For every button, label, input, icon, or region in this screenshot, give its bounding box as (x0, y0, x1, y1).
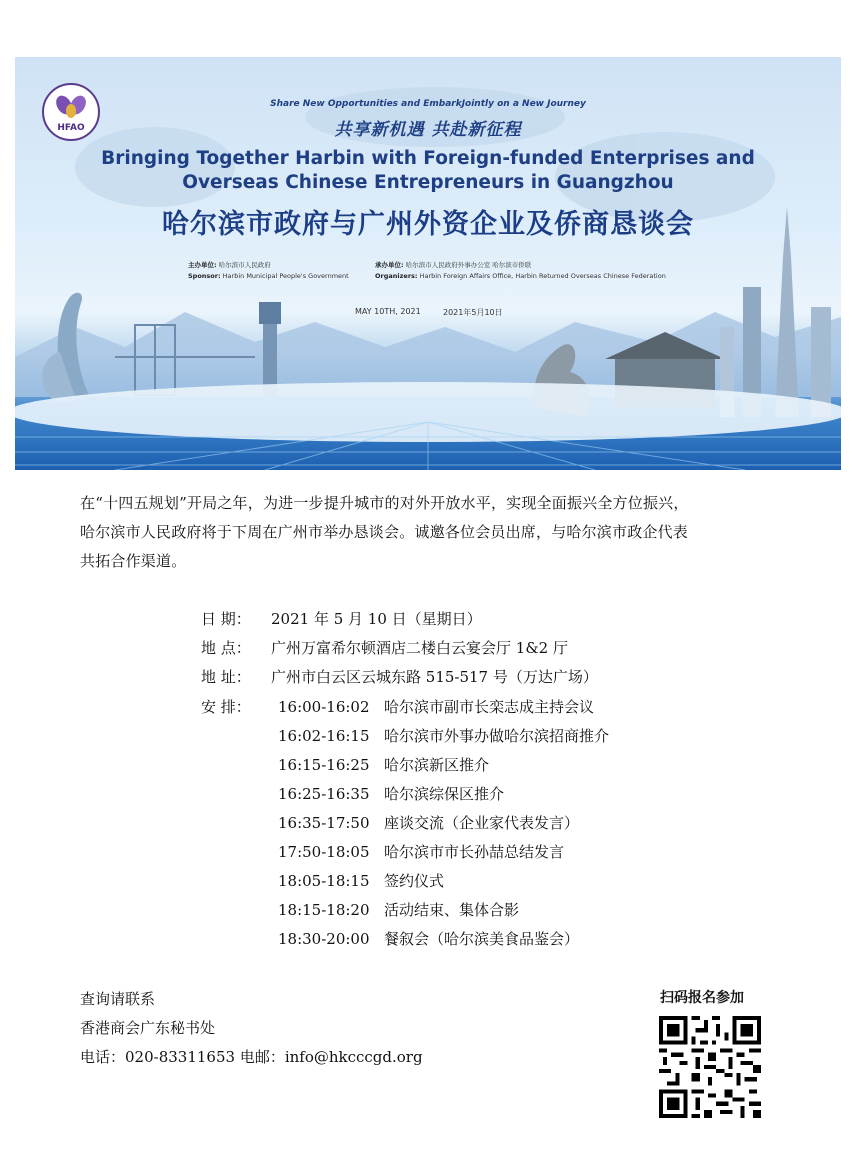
schedule-time: 16:02-16:15 (278, 727, 370, 745)
qr-label: 扫码报名参加 (660, 990, 744, 1006)
sponsor-cn-label: 主办单位: (188, 261, 217, 269)
sponsor-en: Harbin Municipal People's Government (222, 272, 349, 280)
schedule-item: 哈尔滨新区推介 (384, 756, 490, 774)
date-value: 2021 年 5 月 10 日（星期日） (271, 610, 482, 628)
intro-line: 在“十四五规划”开局之年，为进一步提升城市的对外开放水平，实现全面振兴全方位振兴， (80, 494, 689, 512)
schedule-time: 16:00-16:02 (278, 698, 370, 716)
banner-title-chinese: 哈尔滨市政府与广州外资企业及侨商恳谈会 (162, 209, 694, 240)
intro-line: 哈尔滨市人民政府将于下周在广州市举办恳谈会。诚邀各位会员出席，与哈尔滨市政企代表 (80, 523, 689, 541)
contact-heading: 查询请联系 (80, 990, 156, 1008)
venue-label: 地 点： (201, 639, 251, 657)
schedule-time: 18:30-20:00 (278, 930, 370, 948)
slogan-english: Share New Opportunities and EmbarkJointly on a New Journey (270, 99, 586, 109)
schedule-time: 17:50-18:05 (278, 843, 370, 861)
contact-block (80, 985, 423, 1072)
schedule-item: 座谈交流（企业家代表发言） (384, 814, 580, 832)
schedule-time: 18:05-18:15 (278, 872, 370, 890)
sponsor-cn: 哈尔滨市人民政府 (218, 261, 271, 269)
banner-title-english (75, 147, 781, 195)
title-en-line1: Bringing Together Harbin with Foreign-funded Enterprises and (101, 148, 755, 169)
intro-line: 共拓合作渠道。 (80, 552, 187, 570)
schedule-item: 哈尔滨市市长孙喆总结发言 (384, 843, 565, 861)
schedule-item: 哈尔滨市副市长栾志成主持会议 (384, 698, 595, 716)
intro-paragraph (80, 489, 780, 576)
organizer-info (375, 260, 666, 282)
date-row (201, 607, 482, 631)
banner-date-cn: 2021年5月10日 (443, 308, 503, 317)
event-banner (15, 57, 841, 470)
date-label: 日 期： (201, 610, 251, 628)
schedule-time: 16:15-16:25 (278, 756, 370, 774)
schedule-time: 18:15-18:20 (278, 901, 370, 919)
organizer-en: Harbin Foreign Affairs Office, Harbin Returned Overseas Chinese Federation (419, 272, 666, 280)
organizer-cn-label: 承办单位: (375, 261, 404, 269)
schedule-item: 活动结束、集体合影 (384, 901, 520, 919)
schedule-item: 哈尔滨综保区推介 (384, 785, 505, 803)
logo-text: HFAO (57, 123, 85, 133)
venue-row (201, 636, 568, 660)
schedule-item: 签约仪式 (384, 872, 445, 890)
venue-value: 广州万富希尔顿酒店二楼白云宴会厅 1&2 厅 (271, 639, 568, 657)
qr-code-icon[interactable] (659, 1016, 761, 1118)
title-en-line2: Overseas Chinese Entrepreneurs in Guangzhou (182, 172, 674, 193)
address-row (201, 665, 598, 689)
address-value: 广州市白云区云城东路 515-517 号（万达广场） (271, 668, 598, 686)
schedule-item: 餐叙会（哈尔滨美食品鉴会） (384, 930, 580, 948)
organizer-en-label: Organizers: (375, 272, 418, 280)
contact-org: 香港商会广东秘书处 (80, 1019, 216, 1037)
sponsor-en-label: Sponsor: (188, 272, 221, 280)
contact-phone-email: 电话：020-83311653 电邮：info@hkcccgd.org (80, 1048, 423, 1066)
schedule-time: 16:35-17:50 (278, 814, 370, 832)
schedule-time: 16:25-16:35 (278, 785, 370, 803)
organizer-cn: 哈尔滨市人民政府外事办公室 哈尔滨市侨联 (405, 261, 532, 269)
slogan-chinese: 共享新机遇 共赴新征程 (334, 120, 522, 140)
schedule-item: 哈尔滨市外事办做哈尔滨招商推介 (384, 727, 610, 745)
address-label: 地 址： (201, 668, 251, 686)
schedule-label: 安 排： (201, 698, 251, 716)
sponsor-info (188, 260, 349, 282)
banner-date-en: MAY 10TH, 2021 (355, 307, 421, 316)
